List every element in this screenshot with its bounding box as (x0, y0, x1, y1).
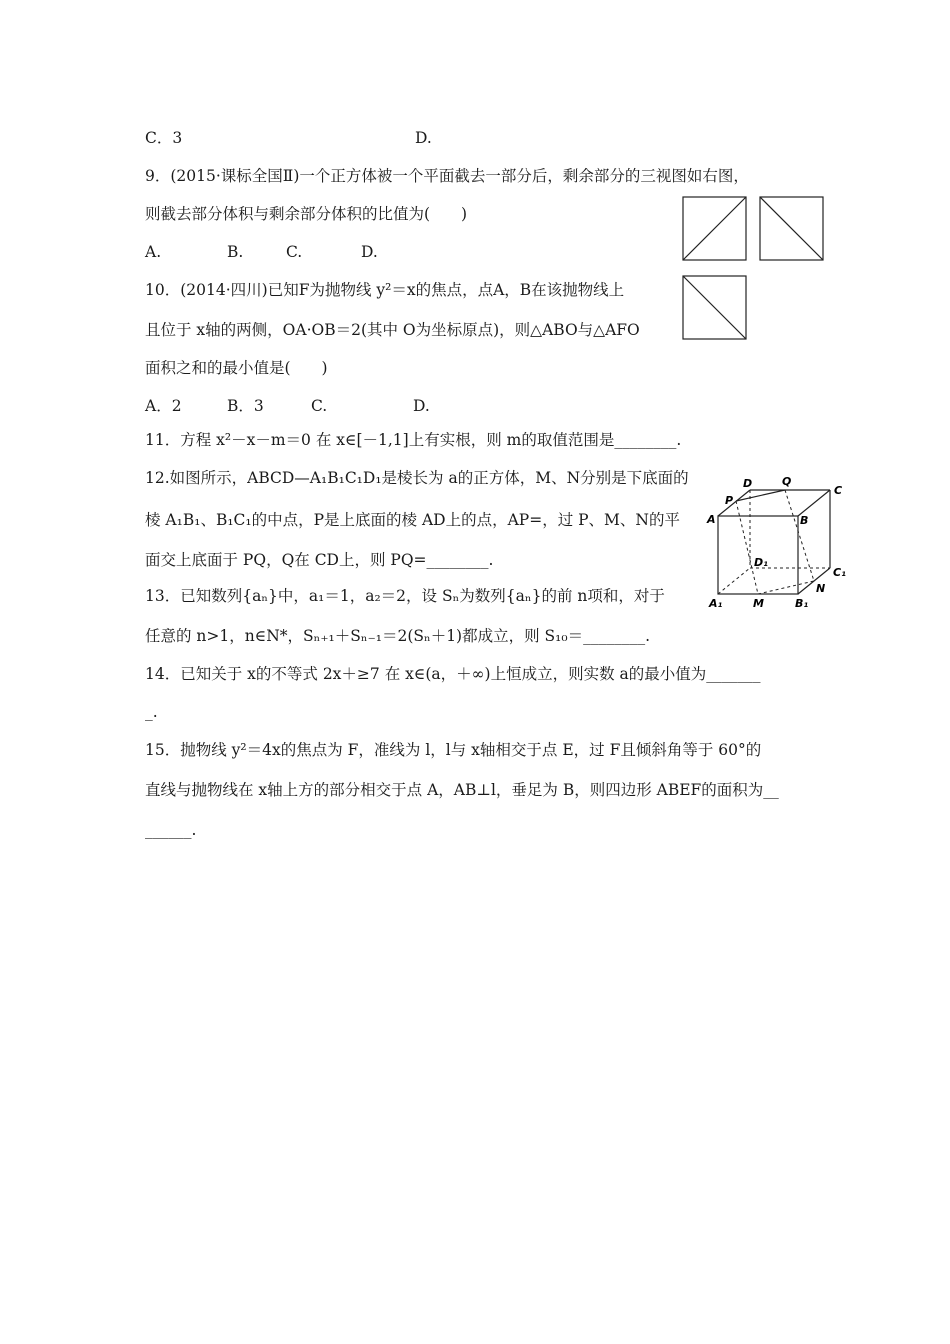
q15-line-3: ______. (145, 821, 197, 839)
label-m: M (753, 597, 764, 610)
label-q: Q (782, 475, 792, 488)
q9-option-d: D. (361, 243, 378, 261)
q10-option-a: A．2 (145, 397, 182, 415)
q9-option-c: C. (286, 243, 303, 261)
label-b: B (800, 514, 809, 527)
q11-line-1: 11．方程 x²－x－m＝0 在 x∈[－1,1]上有实根，则 m的取值范围是________. (145, 431, 682, 449)
label-a: A (707, 513, 716, 526)
q13-line-2: 任意的 n>1，n∈N*，Sₙ₊₁＋Sₙ₋₁＝2(Sₙ＋1)都成立，则 S₁₀＝________. (145, 627, 651, 645)
label-b1: B₁ (795, 597, 809, 610)
label-d1: D₁ (754, 556, 768, 569)
q12-line-2: 棱 A₁B₁、B₁C₁的中点，P是上底面的棱 AD上的点，AP=，过 P、M、N的平 (145, 511, 680, 529)
side-view (760, 197, 823, 260)
q14-line-1: 14．已知关于 x的不等式 2x＋≥7 在 x∈(a，＋∞)上恒成立，则实数 a的最小值为_______ (145, 665, 761, 683)
hidden-edges (718, 490, 830, 594)
three-view-figure (680, 194, 830, 344)
label-c: C (834, 484, 843, 497)
front-view (683, 197, 746, 260)
q10-option-b: B．3 (227, 397, 264, 415)
q14-line-2: _. (145, 703, 158, 721)
q9-line-1: 9．(2015·课标全国Ⅱ)一个正方体被一个平面截去一部分后，剩余部分的三视图如右图， (145, 167, 749, 185)
cube-figure (705, 470, 855, 615)
q13-line-1: 13．已知数列{aₙ}中，a₁＝1，a₂＝2，设 Sₙ为数列{aₙ}的前 n项和，对于 (145, 587, 665, 605)
q15-line-2: 直线与抛物线在 x轴上方的部分相交于点 A，AB⊥l，垂足为 B，则四边形 ABEF的面积为__ (145, 781, 779, 799)
q9-option-b: B. (227, 243, 244, 261)
q15-line-1: 15．抛物线 y²＝4x的焦点为 F，准线为 l，l与 x轴相交于点 E，过 F且倾斜角等于 60°的 (145, 741, 762, 759)
q12-line-3: 面交上底面于 PQ，Q在 CD上，则 PQ=________. (145, 551, 494, 569)
q10-line-1: 10．(2014·四川)已知F为抛物线 y²＝x的焦点，点A，B在该抛物线上 (145, 281, 625, 299)
label-a1: A₁ (709, 597, 723, 610)
label-p: P (725, 494, 734, 507)
q10-line-2: 且位于 x轴的两侧，OA·OB＝2(其中 O为坐标原点)，则△ABO与△AFO (145, 321, 640, 339)
label-n: N (816, 582, 826, 595)
label-c1: C₁ (833, 566, 846, 579)
q8-option-d: D. (415, 129, 432, 147)
label-d: D (743, 477, 753, 490)
q9-option-a: A. (145, 243, 162, 261)
q10-option-d: D. (413, 397, 430, 415)
q12-line-1: 12.如图所示，ABCD—A₁B₁C₁D₁是棱长为 a的正方体，M、N分别是下底面的 (145, 469, 689, 487)
q8-option-c: C．3 (145, 129, 183, 147)
q10-line-3: 面积之和的最小值是( ) (145, 359, 328, 377)
q9-line-2: 则截去部分体积与剩余部分体积的比值为( ) (145, 205, 468, 223)
q10-option-c: C. (311, 397, 328, 415)
top-view (683, 276, 746, 339)
